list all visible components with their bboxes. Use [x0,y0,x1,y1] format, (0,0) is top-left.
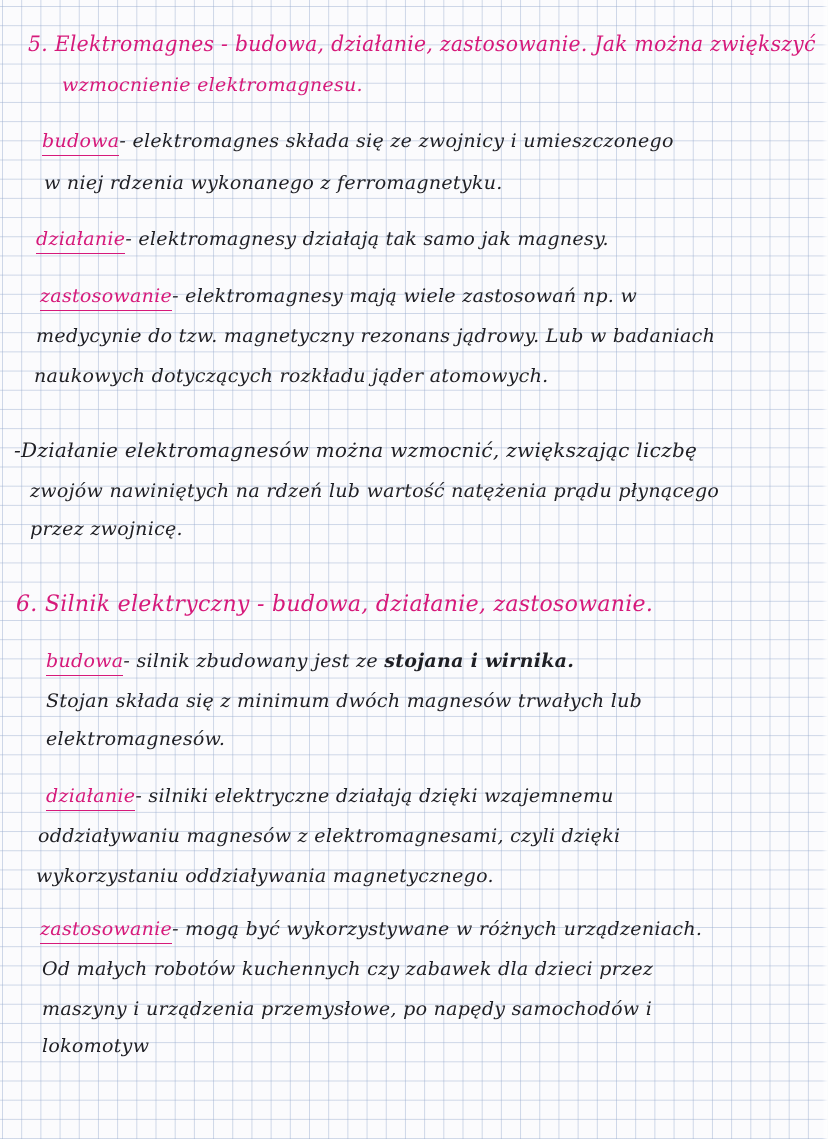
section5-dzialanie-label: działanie [36,228,126,250]
section6-zastosowanie-text: - mogą być wykorzystywane w różnych urządzeniach. [172,918,703,940]
section5-zastosowanie-line2: medycynie do tzw. magnetyczny rezonans jądrowy. Lub w badaniach [36,325,716,347]
section5-title-line1: 5. Elektromagnes - budowa, działanie, zastosowanie. Jak można zwiększyć [28,32,816,56]
section6-dzialanie-label: działanie [46,785,136,807]
section5-wzmocnienie-line1: -Działanie elektromagnesów można wzmocnić, zwiększając liczbę [14,438,698,462]
section5-budowa-line2: w niej rdzenia wykonanego z ferromagnetyku. [44,172,503,194]
section5-dzialanie-text: - elektromagnesy działają tak samo jak magnesy. [125,228,609,250]
section5-title-line2: wzmocnienie elektromagnesu. [62,74,363,96]
section6-dzialanie-line2: oddziaływaniu magnesów z elektromagnesami, czyli dzięki [38,825,621,847]
section5-wzmocnienie-line3: przez zwojnicę. [30,518,183,540]
page-edge [822,0,828,1139]
section6-budowa-line2: Stojan składa się z minimum dwóch magnesów trwałych lub [46,690,643,712]
section6-budowa-line3: elektromagnesów. [46,728,226,750]
section6-zastosowanie-line3: maszyny i urządzenia przemysłowe, po napędy samochodów i [42,998,653,1020]
section5-dzialanie-line [36,228,609,250]
section6-budowa-text: - silnik zbudowany jest ze [123,650,385,672]
section5-zastosowanie-label: zastosowanie [40,285,173,307]
section5-budowa-label: budowa [42,130,120,152]
section6-budowa-line1 [46,650,574,672]
section6-zastosowanie-line1 [40,918,702,940]
section6-budowa-bold: stojana i wirnika. [384,650,575,672]
section5-zastosowanie-line1 [40,285,637,307]
section6-title: 6. Silnik elektryczny - budowa, działanie, zastosowanie. [16,592,654,617]
section5-budowa-line1 [42,130,674,152]
section6-zastosowanie-label: zastosowanie [40,918,173,940]
section6-zastosowanie-line4: lokomotyw [42,1035,150,1057]
section5-zastosowanie-line3: naukowych dotyczących rozkładu jąder atomowych. [34,365,549,387]
section5-wzmocnienie-line2: zwojów nawiniętych na rdzeń lub wartość natężenia prądu płynącego [30,480,720,502]
section6-zastosowanie-line2: Od małych robotów kuchennych czy zabawek dla dzieci przez [42,958,654,980]
section6-dzialanie-line1 [46,785,614,807]
section5-zastosowanie-text: - elektromagnesy mają wiele zastosowań np. w [172,285,638,307]
section6-dzialanie-text: - silniki elektryczne działają dzięki wzajemnemu [135,785,614,807]
section5-budowa-text: - elektromagnes składa się ze zwojnicy i umieszczonego [119,130,674,152]
section6-budowa-label: budowa [46,650,124,672]
section6-dzialanie-line3: wykorzystaniu oddziaływania magnetycznego. [36,865,494,887]
